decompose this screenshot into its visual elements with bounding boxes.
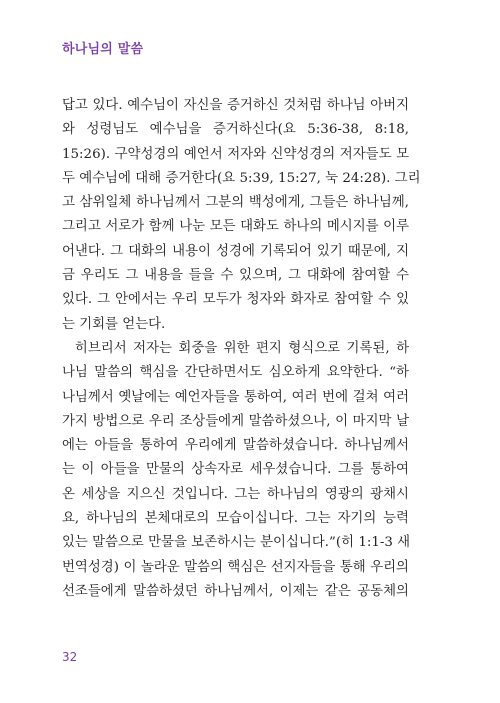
text-line: 두 예수님에 대해 증거한다(요 5:39, 15:27, 눅 24:28). 그리 [62, 170, 421, 186]
text-line: 번역성경) 이 놀라운 말씀의 핵심은 선지자들을 통해 우리의 [62, 559, 409, 575]
text-line: 선조들에게 말씀하셨던 하나님께서, 이제는 같은 공동체의 [62, 583, 409, 599]
text-line: 있다. 그 안에서는 우리 모두가 청자와 화자로 참여할 수 있 [62, 292, 409, 308]
text-line: 온 세상을 지으신 것입니다. 그는 하나님의 영광의 광채시 [62, 486, 409, 502]
text-line: 와 성령님도 예수님을 증거하신다(요 5:36-38, 8:18, [62, 122, 409, 138]
text-line: 어낸다. 그 대화의 내용이 성경에 기록되어 있기 때문에, 지 [62, 243, 409, 259]
text-line: 나님께서 옛날에는 예언자들을 통하여, 여러 번에 걸쳐 여러 [62, 389, 409, 405]
text-line: 있는 말씀으로 만물을 보존하시는 분이십니다.”(히 1:1-3 새 [62, 535, 411, 551]
text-line: 는 기회를 얻는다. [62, 316, 166, 332]
running-header: 하나님의 말씀 [62, 42, 144, 57]
body-text [62, 94, 421, 604]
text-line: 답고 있다. 예수님이 자신을 증거하신 것처럼 하나님 아버지 [62, 98, 409, 113]
text-line: 요, 하나님의 본체대로의 모습이십니다. 그는 자기의 능력 [62, 511, 409, 527]
page-number: 32 [62, 650, 78, 664]
text-line: 는 이 아들을 만물의 상속자로 세우셨습니다. 그를 통하여 [62, 462, 409, 478]
text-line: 히브리서 저자는 회중을 위한 편지 형식으로 기록된, 하 [62, 340, 409, 356]
text-line: 금 우리도 그 내용을 들을 수 있으며, 그 대화에 참여할 수 [62, 268, 409, 284]
text-line: 나님 말씀의 핵심을 간단하면서도 심오하게 요약한다. “하 [62, 365, 409, 381]
text-line: 가지 방법으로 우리 조상들에게 말씀하셨으나, 이 마지막 날 [62, 413, 409, 429]
text-line: 15:26). 구약성경의 예언서 저자와 신약성경의 저자들도 모 [62, 146, 409, 162]
text-line: 고 삼위일체 하나님께서 그분의 백성에게, 그들은 하나님께, [62, 195, 409, 211]
text-line: 그리고 서로가 함께 나눈 모든 대화도 하나의 메시지를 이루 [62, 219, 409, 235]
text-line: 에는 아들을 통하여 우리에게 말씀하셨습니다. 하나님께서 [62, 438, 409, 454]
